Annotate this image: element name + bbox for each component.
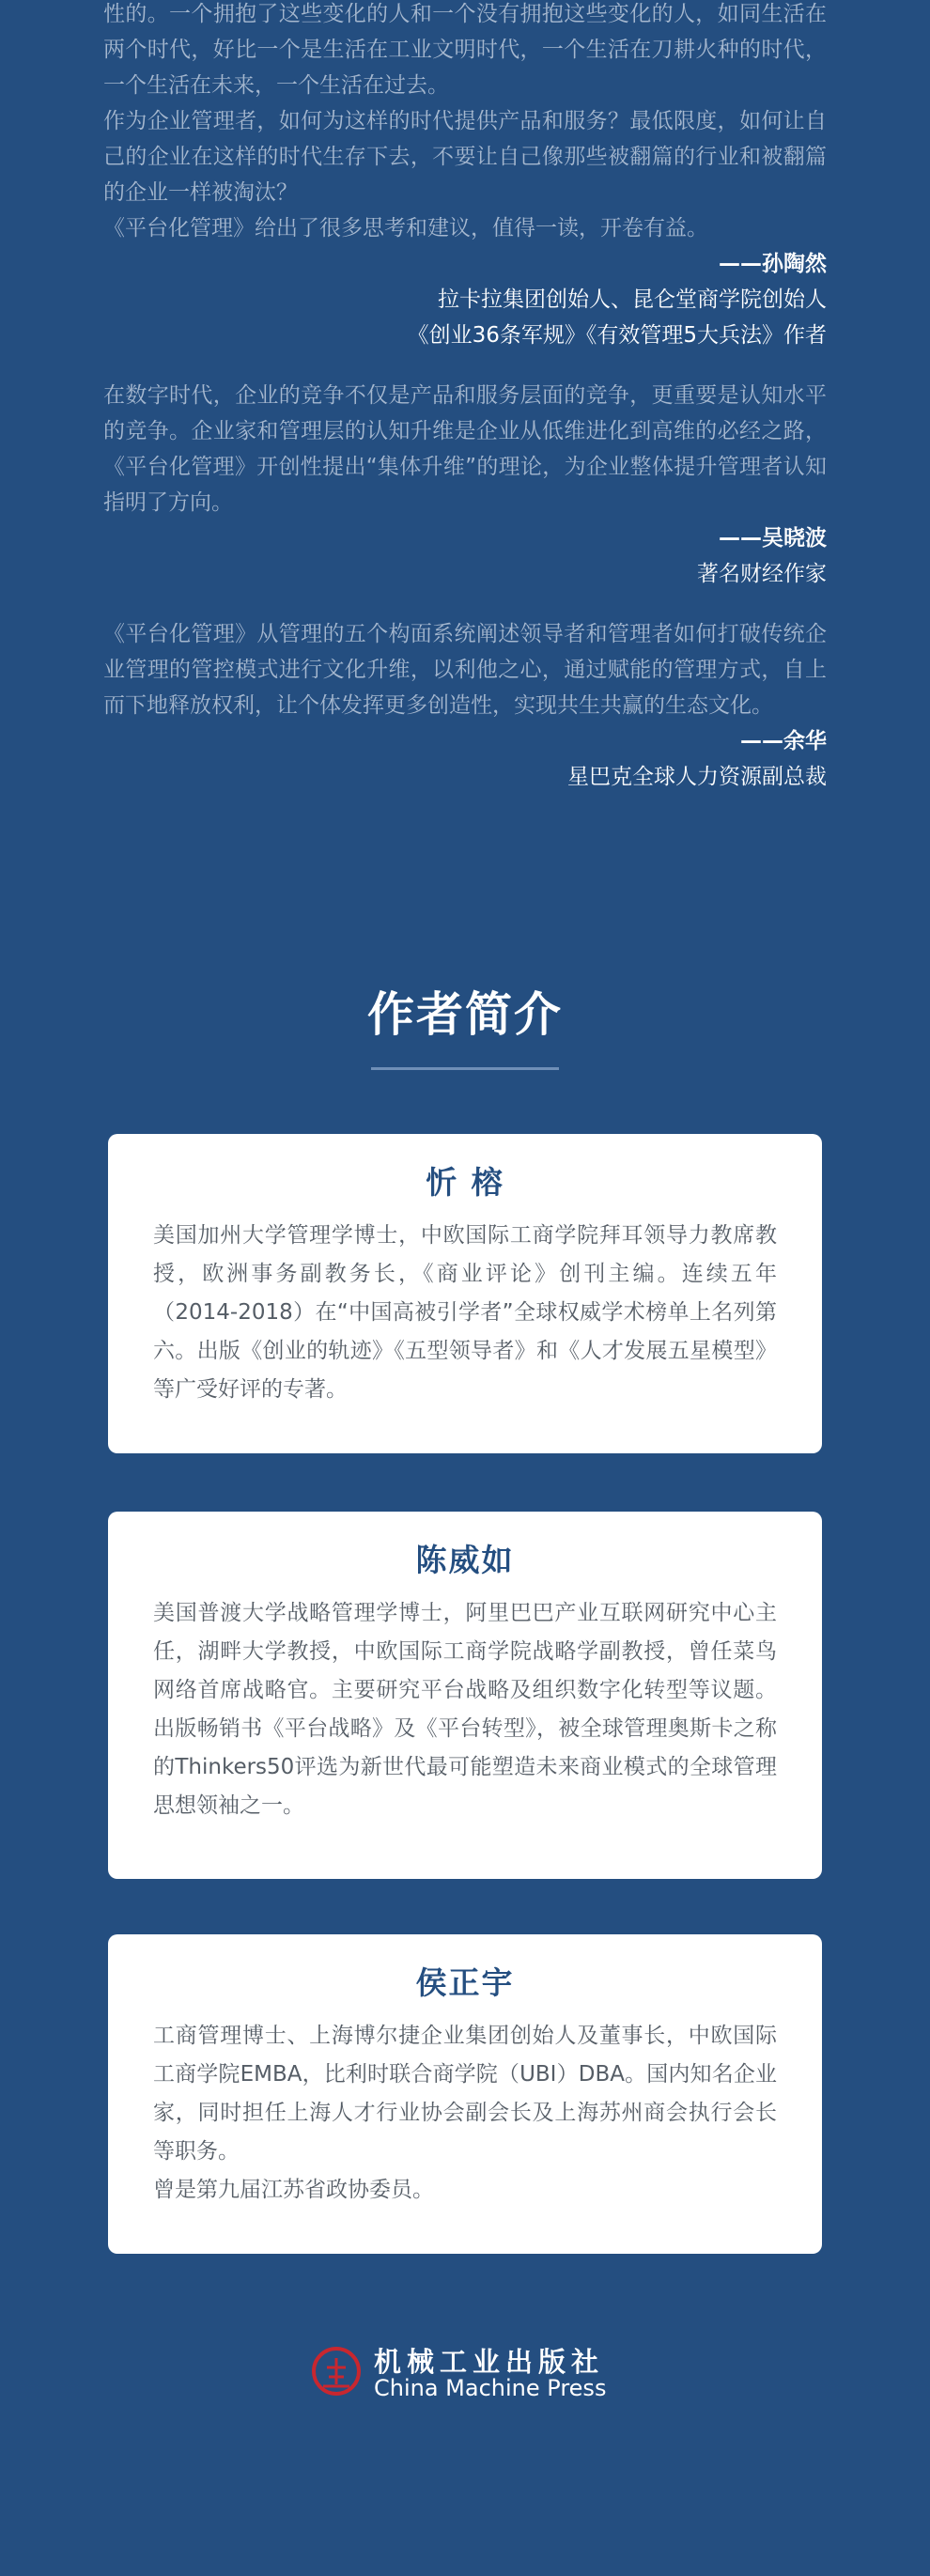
endorser-title: 著名财经作家: [697, 562, 827, 586]
endorsement-paragraph: 性的。一个拥抱了这些变化的人和一个没有拥抱这些变化的人，如同生活在两个时代，好比一个是生活在工业文明时代，一个生活在刀耕火种的时代，一个生活在未来，一个生活在过去。: [103, 2, 827, 98]
author-bio-paragraph: 工商管理博士、上海博尔捷企业集团创始人及董事长，中欧国际工商学院EMBA，比利时联合商学院（UBI）DBA。国内知名企业家，同时担任上海人才行业协会副会长及上海苏州商会执行会长等职务。: [153, 2024, 777, 2164]
endorsements-section: [103, 0, 827, 795]
endorsement-paragraph: 在数字时代，企业的竞争不仅是产品和服务层面的竞争，更重要是认知水平的竞争。企业家和管理层的认知升维是企业从低维进化到高维的必经之路，《平台化管理》开创性提出“集体升维”的理论，为企业整体提升管理者认知指明了方向。: [103, 383, 827, 515]
endorser-name: ——余华: [740, 729, 827, 753]
endorsement-paragraph: 作为企业管理者，如何为这样的时代提供产品和服务？最低限度，如何让自己的企业在这样的时代生存下去，不要让自己像那些被翻篇的行业和被翻篇的企业一样被淘汰？: [103, 109, 827, 205]
endorsement-1: [103, 0, 827, 353]
endorser-name: ——吴晓波: [719, 526, 827, 551]
author-name: 陈威如: [415, 1542, 515, 1578]
publisher-logo: [310, 2343, 629, 2409]
author-bio-paragraph: 美国普渡大学战略管理学博士，阿里巴巴产业互联网研究中心主任，湖畔大学教授，中欧国际工商学院战略学副教授，曾任菜鸟网络首席战略官。主要研究平台战略及组织数字化转型等议题。出版畅销书《平台战略》及《平台转型》，被全球管理奥斯卡之称的Thinkers50评选为新世代最可能塑造未来商业模式的全球管理思想领袖之一。: [153, 1601, 777, 1818]
endorsement-signature: [103, 723, 827, 795]
endorser-title: 《创业36条军规》《有效管理5大兵法》作者: [407, 323, 827, 348]
author-card-hou-zhengyu: [108, 1934, 822, 2254]
author-name: 忻 榕: [426, 1164, 504, 1201]
endorser-title: 拉卡拉集团创始人、昆仑堂商学院创始人: [438, 287, 827, 312]
author-bio: [153, 2017, 777, 2210]
author-bio-paragraph: 曾是第九届江苏省政协委员。: [153, 2178, 434, 2202]
authors-section-title: 作者简介: [367, 987, 563, 1042]
author-card-chen-weiru: [108, 1512, 822, 1879]
author-bio: [153, 1217, 777, 1409]
publisher-name-en: China Machine Press: [374, 2375, 607, 2401]
endorsement-paragraph: 《平台化管理》给出了很多思考和建议，值得一读，开卷有益。: [103, 216, 708, 241]
publisher-seal-icon: [310, 2345, 363, 2398]
publisher-name-cn: 机械工业出版社: [374, 2346, 605, 2378]
endorsement-3: [103, 616, 827, 795]
endorsement-signature: [103, 246, 827, 353]
endorser-name: ——孙陶然: [719, 252, 827, 276]
title-underline: [371, 1067, 559, 1070]
author-card-xin-rong: [108, 1134, 822, 1453]
author-bio-paragraph: 美国加州大学管理学博士，中欧国际工商学院拜耳领导力教席教授，欧洲事务副教务长，《商业评论》创刊主编。连续五年（2014-2018）在“中国高被引学者”全球权威学术榜单上名列第六。出版《创业的轨迹》《五型领导者》和《人才发展五星模型》等广受好评的专著。: [153, 1223, 777, 1402]
endorsement-signature: [103, 520, 827, 592]
author-name: 侯正宇: [415, 1964, 515, 2001]
endorsement-paragraph: 《平台化管理》从管理的五个构面系统阐述领导者和管理者如何打破传统企业管理的管控模式进行文化升维，以利他之心，通过赋能的管理方式，自上而下地释放权利，让个体发挥更多创造性，实现共生共赢的生态文化。: [103, 622, 827, 718]
endorser-title: 星巴克全球人力资源副总裁: [567, 765, 827, 789]
author-bio: [153, 1594, 777, 1825]
endorsement-2: [103, 378, 827, 592]
